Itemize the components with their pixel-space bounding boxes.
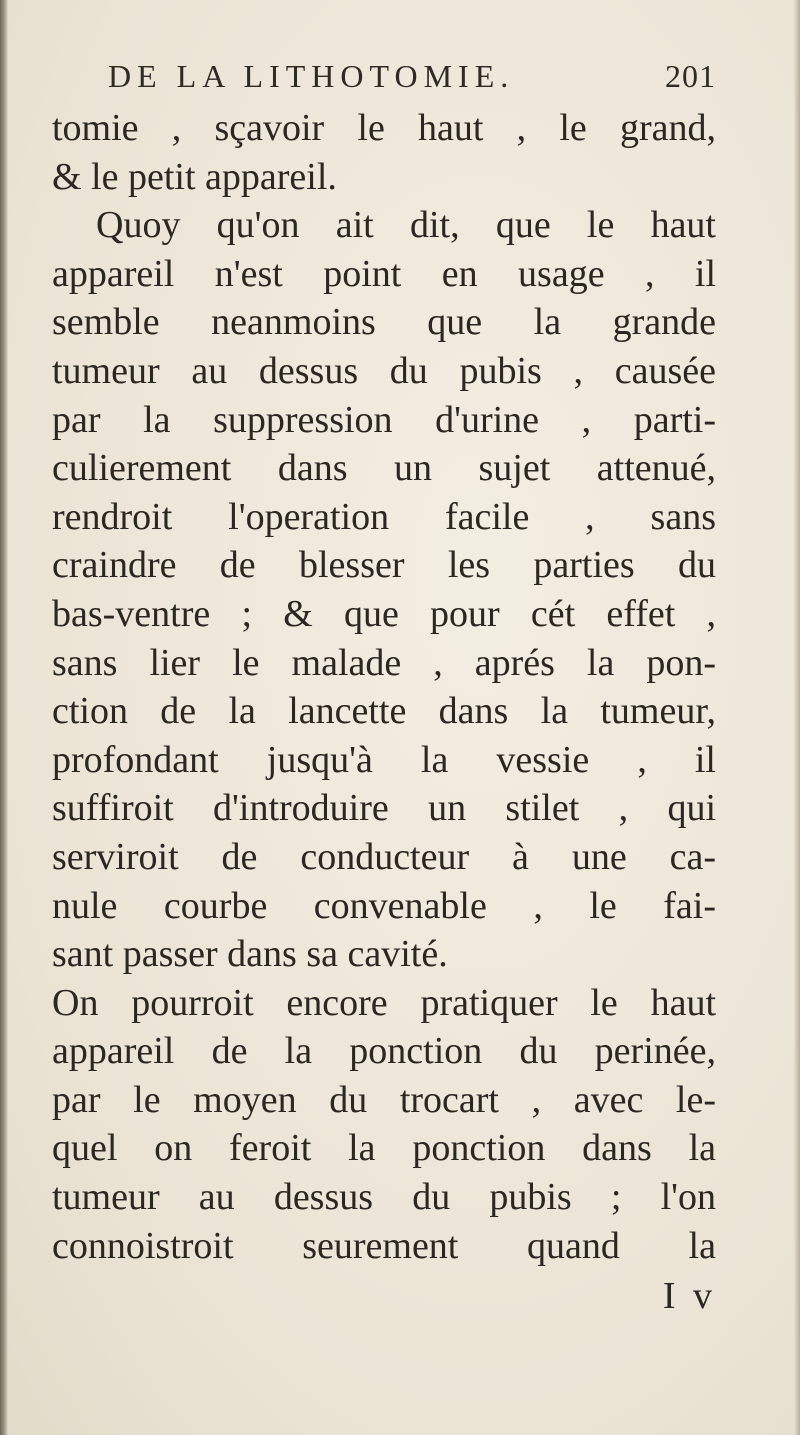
- text-line: profondant jusqu'à la vessie , il: [52, 738, 716, 781]
- text-line: craindre de blesser les parties du: [52, 544, 716, 587]
- text-line: tomie , sçavoir le haut , le grand,: [52, 107, 716, 149]
- body-text: [52, 104, 716, 1270]
- text-line: semble neanmoins que la grande: [52, 301, 716, 344]
- text-line: serviroit de conducteur à une ca-: [52, 835, 716, 878]
- page-edge: [794, 0, 800, 1435]
- page-number: 201: [665, 58, 716, 94]
- text-line: quel on feroit la ponction dans la: [52, 1127, 716, 1170]
- running-head: [108, 58, 716, 102]
- text-line: sant passer dans sa cavité.: [52, 933, 448, 976]
- text-line: suffiroit d'introduire un stilet , qui: [52, 787, 716, 830]
- running-title: DE LA LITHOTOMIE.: [108, 58, 515, 94]
- text-line: appareil de la ponction du perinée,: [52, 1030, 716, 1073]
- text-line: bas-ventre ; & que pour cét effet ,: [52, 592, 716, 635]
- text-line: & le petit appareil.: [52, 155, 337, 198]
- text-line: culierement dans un sujet attenué,: [52, 447, 716, 490]
- text-line: connoistroit seurement quand la: [52, 1224, 716, 1267]
- text-line: par la suppression d'urine , parti-: [52, 398, 716, 441]
- text-line: ction de la lancette dans la tumeur,: [52, 690, 716, 733]
- text-line: Quoy qu'on ait dit, que le haut: [96, 204, 716, 247]
- text-line: rendroit l'operation facile , sans: [52, 495, 716, 538]
- catchword: I v: [662, 1275, 716, 1317]
- text-line: tumeur au dessus du pubis , causée: [52, 349, 716, 392]
- text-line: On pourroit encore pratiquer le haut: [52, 981, 716, 1024]
- page-gutter-shadow: [0, 0, 8, 1435]
- text-line: sans lier le malade , aprés la pon-: [52, 641, 716, 684]
- text-line: par le moyen du trocart , avec le-: [52, 1078, 716, 1121]
- text-line: nule courbe convenable , le fai-: [52, 884, 716, 927]
- text-line: appareil n'est point en usage , il: [52, 252, 716, 295]
- text-line: tumeur au dessus du pubis ; l'on: [52, 1176, 716, 1219]
